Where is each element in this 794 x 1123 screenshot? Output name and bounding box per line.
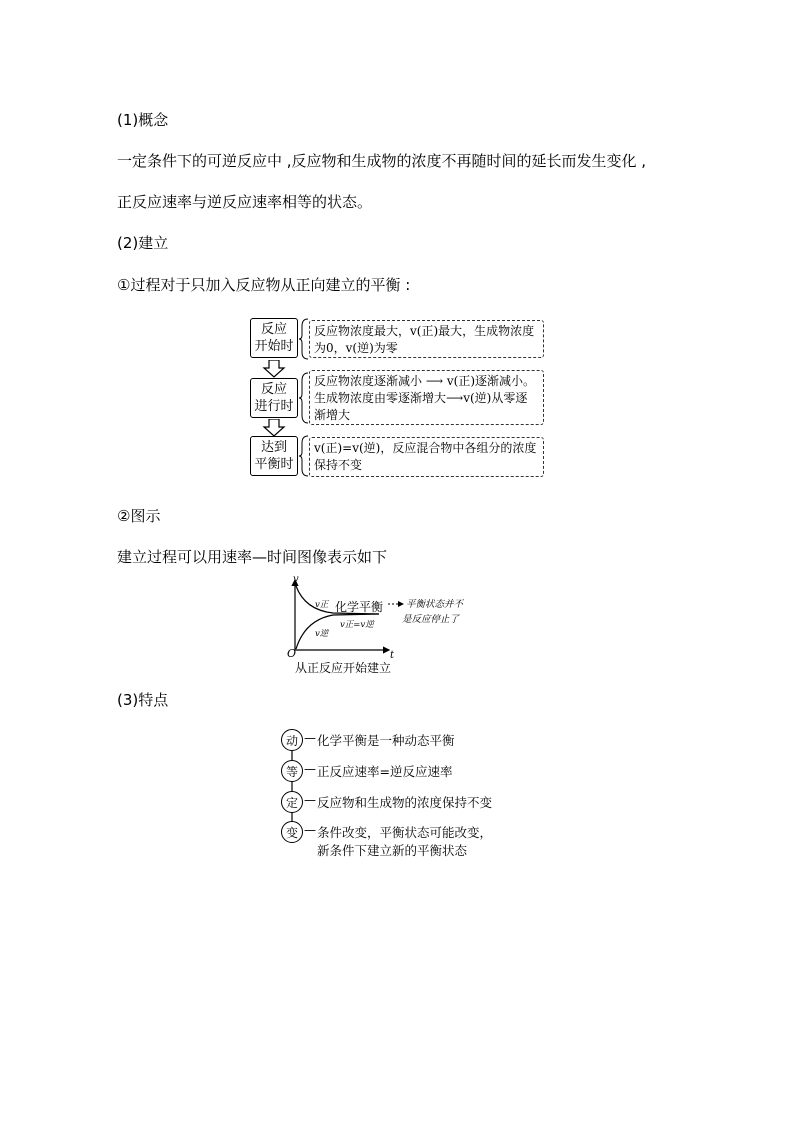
right-arrow-icon: ⟶ xyxy=(446,391,464,405)
reverse-rate-label: v逆 xyxy=(315,629,329,639)
feature-text-change: 条件改变，平衡状态可能改变， xyxy=(317,825,493,840)
graph-intro: 建立过程可以用速率—时间图像表示如下 xyxy=(117,548,388,566)
down-arrow-icon xyxy=(262,419,286,437)
feature-text-equal: 正反应速率=逆反应速率 xyxy=(317,764,453,779)
heading-concept: (1)概念 xyxy=(117,111,169,129)
dash-icon: — xyxy=(304,793,316,807)
connector-line xyxy=(291,740,295,828)
feature-char-change: 变 xyxy=(281,821,303,843)
forward-rate-label: v正 xyxy=(315,600,329,610)
x-axis-label: t xyxy=(390,650,395,661)
stage-start: 反应 开始时 xyxy=(250,318,298,358)
stage-progress-desc: 反应物浓度逐渐减小 ⟶ v(正)逐渐减小。生成物浓度由零逐渐增大⟶v(逆)从零逐渐增大 xyxy=(309,370,544,425)
y-axis-label: v xyxy=(293,574,299,585)
brace-icon xyxy=(299,372,309,424)
feature-text-constant: 反应物和生成物的浓度保持不变 xyxy=(317,795,493,810)
dash-icon: — xyxy=(304,762,316,776)
stage-progress: 反应 进行时 xyxy=(250,378,298,418)
origin-label: O xyxy=(287,647,297,660)
note-line-1: 平衡状态并不 xyxy=(406,599,464,610)
brace-icon xyxy=(299,318,309,360)
stage-start-desc: 反应物浓度最大，v(正)最大，生成物浓度为0，v(逆)为零 xyxy=(309,320,544,358)
heading-establish: (2)建立 xyxy=(117,234,169,252)
note-line-2: 是反应停止了 xyxy=(402,614,460,625)
graph-caption: 从正反应开始建立 xyxy=(295,661,392,675)
process-subheading: ①过程对于只加入反应物从正向建立的平衡 : xyxy=(117,276,411,294)
feature-char-dynamic: 动 xyxy=(281,729,303,751)
diagram-subheading: ②图示 xyxy=(117,507,161,525)
feature-char-equal: 等 xyxy=(281,760,303,782)
brace-icon xyxy=(299,435,309,477)
stage-equilibrium: 达到 平衡时 xyxy=(250,436,298,476)
concept-line-1: 一定条件下的可逆反应中 ,反应物和生成物的浓度不再随时间的延长而发生变化 , xyxy=(117,152,647,170)
heading-features: (3)特点 xyxy=(117,691,169,709)
feature-char-constant: 定 xyxy=(281,791,303,813)
dash-icon: — xyxy=(304,731,316,745)
equilibrium-label: 化学平衡 xyxy=(335,600,384,614)
stage-equilibrium-desc: v(正)=v(逆)，反应混合物中各组分的浓度保持不变 xyxy=(309,437,544,477)
concept-line-2: 正反应速率与逆反应速率相等的状态。 xyxy=(117,193,373,211)
feature-text-change-2: 新条件下建立新的平衡状态 xyxy=(317,843,468,858)
down-arrow-icon xyxy=(262,360,286,378)
equal-rate-label: v正=v逆 xyxy=(340,620,374,630)
dash-icon: — xyxy=(304,823,316,837)
right-arrow-icon: ⟶ xyxy=(422,374,447,388)
feature-text-dynamic: 化学平衡是一种动态平衡 xyxy=(317,733,455,748)
rate-time-graph xyxy=(285,574,510,679)
